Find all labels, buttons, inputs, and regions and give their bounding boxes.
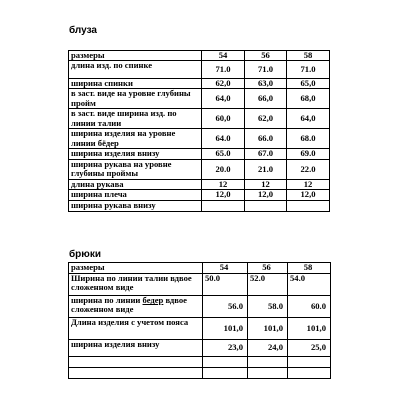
row-label: длина рукава: [69, 179, 202, 189]
cell-value: 101,0: [248, 318, 288, 340]
cell-value: [288, 368, 331, 379]
row-label: ширина изделия на уровне линии бёдер: [69, 129, 202, 149]
cell-value: [288, 357, 331, 368]
row-label-part: вдвое сложенном виде: [71, 295, 187, 315]
cell-value: 12,0: [202, 189, 245, 200]
cell-value: 50.0: [203, 274, 248, 296]
cell-value: 67.0: [245, 149, 287, 159]
row-label: в заст. виде ширина изд. по линии талии: [69, 109, 202, 129]
cell-value: 25,0: [288, 340, 331, 357]
row-label: ширина рукава на уровне глубины проймы: [69, 159, 202, 179]
cell-value: 69.0: [287, 149, 330, 159]
cell-value: [287, 200, 330, 211]
table-row: [69, 89, 330, 109]
trousers-size-table: [68, 262, 331, 379]
cell-value: 68.0: [287, 129, 330, 149]
cell-value: 24,0: [248, 340, 288, 357]
cell-value: 58.0: [248, 296, 288, 318]
size-54: 54: [202, 51, 245, 61]
cell-value: 12: [245, 179, 287, 189]
cell-value: 60.0: [288, 296, 331, 318]
row-label: ширина изделия внизу: [69, 149, 202, 159]
cell-value: [248, 368, 288, 379]
table-row: [69, 61, 330, 79]
table-row: [69, 109, 330, 129]
row-label: длина изд. по спинке: [69, 61, 202, 79]
cell-value: 54.0: [288, 274, 331, 296]
cell-value: [203, 357, 248, 368]
row-label: ширина изделия внизу: [69, 340, 203, 357]
table-row: [69, 318, 331, 340]
table-row: [69, 340, 331, 357]
blouse-size-table: [68, 50, 330, 212]
cell-value: 21.0: [245, 159, 287, 179]
header-label: размеры: [69, 51, 202, 61]
cell-value: 12,0: [287, 189, 330, 200]
cell-value: 66.0: [245, 129, 287, 149]
size-58: 58: [287, 51, 330, 61]
cell-value: [248, 357, 288, 368]
trousers-title: брюки: [69, 249, 101, 260]
blouse-title: блуза: [69, 25, 97, 36]
cell-value: 60,0: [202, 109, 245, 129]
cell-value: 101,0: [288, 318, 331, 340]
cell-value: 66,0: [245, 89, 287, 109]
row-label-part: ширина по линии: [71, 295, 143, 305]
table-row: [69, 274, 331, 296]
row-label: Длина изделия с учетом пояса: [69, 318, 203, 340]
size-54: 54: [203, 263, 248, 274]
size-56: 56: [245, 51, 287, 61]
size-56: 56: [248, 263, 288, 274]
cell-value: 65,0: [287, 79, 330, 89]
row-label: ширина рукава внизу: [69, 200, 202, 211]
cell-value: 63,0: [245, 79, 287, 89]
cell-value: 23,0: [203, 340, 248, 357]
row-label: ширина плеча: [69, 189, 202, 200]
cell-value: 71.0: [287, 61, 330, 79]
cell-value: 101,0: [203, 318, 248, 340]
table-row: [69, 179, 330, 189]
cell-value: 64,0: [202, 89, 245, 109]
row-label: [69, 296, 203, 318]
table-row: [69, 296, 331, 318]
table-header-row: [69, 263, 331, 274]
cell-value: 56.0: [203, 296, 248, 318]
cell-value: 65.0: [202, 149, 245, 159]
cell-value: 71.0: [202, 61, 245, 79]
header-label: размеры: [69, 263, 203, 274]
cell-value: 64.0: [202, 129, 245, 149]
table-header-row: [69, 51, 330, 61]
table-row: [69, 200, 330, 211]
row-label-underlined: бедер: [142, 295, 164, 305]
cell-value: 64,0: [287, 109, 330, 129]
cell-value: 12: [202, 179, 245, 189]
row-label: в заст. виде на уровне глубины пройм: [69, 89, 202, 109]
table-row: [69, 129, 330, 149]
cell-value: [202, 200, 245, 211]
row-label: ширина спинки: [69, 79, 202, 89]
cell-value: 62,0: [202, 79, 245, 89]
size-58: 58: [288, 263, 331, 274]
cell-value: [203, 368, 248, 379]
cell-value: [245, 200, 287, 211]
cell-value: 68,0: [287, 89, 330, 109]
row-label: [69, 368, 203, 379]
cell-value: 71.0: [245, 61, 287, 79]
table-row: [69, 159, 330, 179]
table-row: [69, 79, 330, 89]
cell-value: 12,0: [245, 189, 287, 200]
table-row: [69, 149, 330, 159]
cell-value: 12: [287, 179, 330, 189]
cell-value: 62,0: [245, 109, 287, 129]
cell-value: 22.0: [287, 159, 330, 179]
table-row: [69, 189, 330, 200]
table-row: [69, 357, 331, 368]
cell-value: 52.0: [248, 274, 288, 296]
row-label: [69, 357, 203, 368]
row-label: Ширина по линии талии вдвое сложенном виде: [69, 274, 203, 296]
cell-value: 20.0: [202, 159, 245, 179]
table-row: [69, 368, 331, 379]
